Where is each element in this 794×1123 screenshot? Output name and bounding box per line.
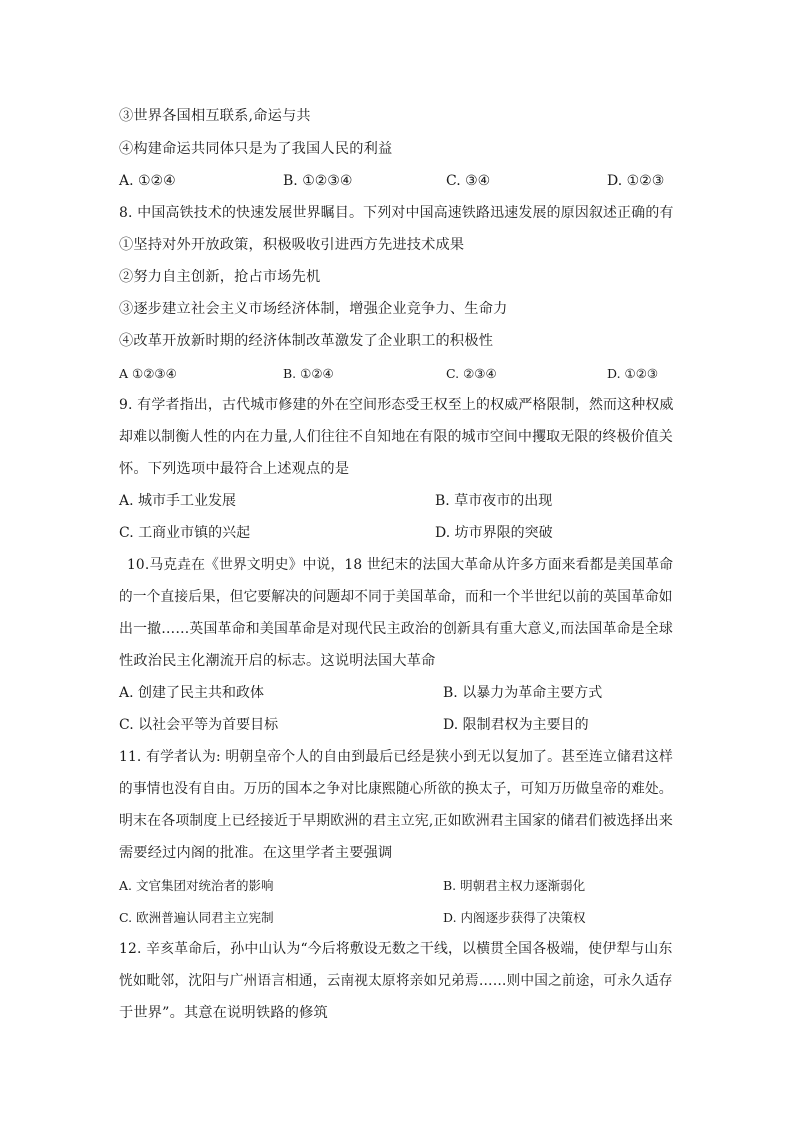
q11-option-b: B. 明朝君主权力逐渐弱化 <box>443 878 586 893</box>
q12-stem-line-2: 恍如毗邻，沈阳与广州语言相通，云南视太原将亲如兄弟焉……则中国之前途，可永久适存 <box>119 973 673 989</box>
q7-option-a: A. ①②④ <box>119 173 176 189</box>
q7-option-d: D. ①②③ <box>607 173 665 189</box>
q11-stem-line-4: 需要经过内阁的批准。在这里学者主要强调 <box>119 845 393 861</box>
q10-stem-line-1: 10.马克垚在《世界文明史》中说，18 世纪末的法国大革命从许多方面来看都是美国革命 <box>127 557 674 573</box>
q8-option-a: A ①②③④ <box>119 366 177 381</box>
q9-option-c: C. 工商业市镇的兴起 <box>119 525 251 541</box>
q10-option-d: D. 限制君权为主要目的 <box>443 717 589 733</box>
q11-stem-line-2: 的事情也没有自由。万历的国本之争对比康熙随心所欲的换太子，可知万历做皇帝的难处。 <box>119 781 673 797</box>
q11-option-c: C. 欧洲普遍认同君主立宪制 <box>119 910 274 925</box>
q9-stem-line-3: 怀。下列选项中最符合上述观点的是 <box>119 461 350 477</box>
q7-statement-4: ④构建命运共同体只是为了我国人民的利益 <box>119 141 393 157</box>
q12-stem-line-3: 于世界”。其意在说明铁路的修筑 <box>119 1005 328 1021</box>
q11-option-a: A. 文官集团对统治者的影响 <box>119 878 274 893</box>
q11-option-d: D. 内阁逐步获得了决策权 <box>443 910 586 925</box>
q8-stem: 8. 中国高铁技术的快速发展世界瞩目。下列对中国高速铁路迅速发展的原因叙述正确的有 <box>119 205 674 221</box>
q10-option-a: A. 创建了民主共和政体 <box>119 685 265 701</box>
q8-option-d: D. ①②③ <box>607 366 659 381</box>
q9-option-b: B. 草市夜市的出现 <box>435 493 553 509</box>
q8-option-b: B. ①②④ <box>283 366 334 381</box>
q8-statement-4: ④改革开放新时期的经济体制改革激发了企业职工的积极性 <box>119 333 494 349</box>
q9-stem-line-2: 却难以制衡人性的内在力量,人们往往不自知地在有限的城市空间中攫取无限的终极价值关 <box>119 429 673 445</box>
q8-statement-2: ②努力自主创新，抢占市场先机 <box>119 269 321 285</box>
q10-stem-line-4: 性政治民主化潮流开启的标志。这说明法国大革命 <box>119 653 436 669</box>
q7-option-b: B. ①②③④ <box>283 173 353 189</box>
q11-stem-line-1: 11. 有学者认为: 明朝皇帝个人的自由到最后已经是狭小到无以复加了。甚至连立储君这样 <box>119 749 673 765</box>
q10-option-b: B. 以暴力为革命主要方式 <box>443 685 603 701</box>
q9-stem-line-1: 9. 有学者指出，古代城市修建的外在空间形态受王权至上的权威严格限制，然而这种权威 <box>119 397 674 413</box>
q7-statement-3: ③世界各国相互联系,命运与共 <box>119 108 311 124</box>
q7-option-c: C. ③④ <box>446 173 491 189</box>
q12-stem-line-1: 12. 辛亥革命后，孙中山认为“今后将敷设无数之干线，以横贯全国各极端，使伊犁与山东 <box>119 941 673 957</box>
q9-option-a: A. 城市手工业发展 <box>119 493 237 509</box>
q11-stem-line-3: 明末在各项制度上已经接近于早期欧洲的君主立宪,正如欧洲君主国家的储君们被选择出来 <box>119 813 673 829</box>
q8-statement-3: ③逐步建立社会主义市场经济体制，增强企业竞争力、生命力 <box>119 301 508 317</box>
q10-option-c: C. 以社会平等为首要目标 <box>119 717 279 733</box>
q8-statement-1: ①坚持对外开放政策，积极吸收引进西方先进技术成果 <box>119 237 465 253</box>
q10-stem-line-2: 的一个直接后果，但它要解决的问题却不同于美国革命，而和一个半世纪以前的英国革命如 <box>119 589 673 605</box>
q10-stem-line-3: 出一撤……英国革命和美国革命是对现代民主政治的创新具有重大意义,而法国革命是全球 <box>119 621 673 637</box>
q8-option-c: C. ②③④ <box>446 366 497 381</box>
q9-option-d: D. 坊市界限的突破 <box>435 525 553 541</box>
